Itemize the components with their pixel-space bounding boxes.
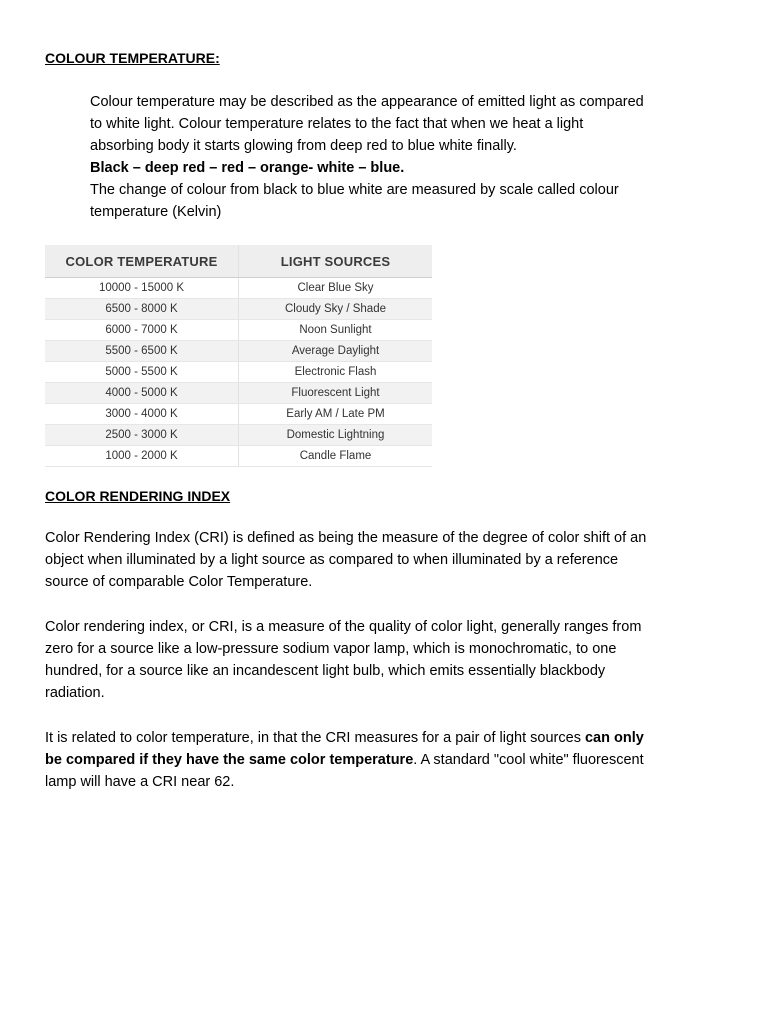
table-cell: 10000 - 15000 K: [45, 278, 239, 299]
column-header: LIGHT SOURCES: [239, 245, 433, 278]
text-line: Colour temperature may be described as the appearance of emitted light as compared: [90, 94, 644, 110]
text-line: radiation.: [45, 685, 105, 701]
text-line: Color Rendering Index (CRI) is defined as being the measure of the degree of color shift of an: [45, 530, 647, 546]
text-line: zero for a source like a low-pressure sodium vapor lamp, which is monochromatic, to one: [45, 641, 617, 657]
cri-definition-paragraph: [45, 527, 745, 593]
table-row: [45, 404, 432, 425]
text-line: The change of colour from black to blue white are measured by scale called colour: [90, 182, 619, 198]
table-row: [45, 383, 432, 404]
table-cell: 5500 - 6500 K: [45, 341, 239, 362]
text-line: source of comparable Color Temperature.: [45, 574, 313, 590]
column-header: COLOR TEMPERATURE: [45, 245, 239, 278]
table-row: [45, 446, 432, 467]
text-line: object when illuminated by a light source as compared to when illuminated by a reference: [45, 552, 619, 568]
color-temperature-table: [45, 245, 432, 467]
table-row: [45, 299, 432, 320]
emphasis-text: be compared if they have the same color temperature: [45, 752, 414, 768]
table-cell: Candle Flame: [239, 446, 433, 467]
table-row: [45, 341, 432, 362]
text-line: Color rendering index, or CRI, is a measure of the quality of color light, generally ranges from: [45, 619, 642, 635]
table-row: [45, 278, 432, 299]
text-line: absorbing body it starts glowing from deep red to blue white finally.: [90, 138, 517, 154]
table-cell: Early AM / Late PM: [239, 404, 433, 425]
colour-sequence-line: Black – deep red – red – orange- white – blue.: [90, 160, 405, 176]
table-cell: 5000 - 5500 K: [45, 362, 239, 383]
text-span: . A standard "cool white" fluorescent: [413, 752, 644, 768]
table-cell: 4000 - 5000 K: [45, 383, 239, 404]
text-line: lamp will have a CRI near 62.: [45, 774, 235, 790]
text-span: It is related to color temperature, in that the CRI measures for a pair of light sources: [45, 730, 585, 746]
colour-temperature-heading: COLOUR TEMPERATURE:: [45, 50, 220, 66]
text-line: to white light. Colour temperature relates to the fact that when we heat a light: [90, 116, 584, 132]
table-row: [45, 362, 432, 383]
table-cell: 6000 - 7000 K: [45, 320, 239, 341]
table-cell: Electronic Flash: [239, 362, 433, 383]
table-row: [45, 320, 432, 341]
color-rendering-index-heading: COLOR RENDERING INDEX: [45, 488, 231, 504]
emphasis-text: can only: [584, 730, 644, 746]
cri-comparison-paragraph: [45, 727, 745, 793]
text-line: hundred, for a source like an incandescent light bulb, which emits essentially blackbody: [45, 663, 606, 679]
cri-quality-paragraph: [45, 616, 745, 704]
text-line: [45, 727, 745, 749]
table-cell: 1000 - 2000 K: [45, 446, 239, 467]
table-cell: Domestic Lightning: [239, 425, 433, 446]
table-row: [45, 425, 432, 446]
table-cell: Average Daylight: [239, 341, 433, 362]
table-cell: Clear Blue Sky: [239, 278, 433, 299]
colour-temperature-paragraph: [90, 91, 730, 223]
text-line: [45, 749, 745, 771]
table-cell: Cloudy Sky / Shade: [239, 299, 433, 320]
table-header-row: [45, 245, 432, 278]
table-cell: Noon Sunlight: [239, 320, 433, 341]
table-cell: 3000 - 4000 K: [45, 404, 239, 425]
text-line: temperature (Kelvin): [90, 204, 222, 220]
table-cell: Fluorescent Light: [239, 383, 433, 404]
table-cell: 2500 - 3000 K: [45, 425, 239, 446]
table-cell: 6500 - 8000 K: [45, 299, 239, 320]
